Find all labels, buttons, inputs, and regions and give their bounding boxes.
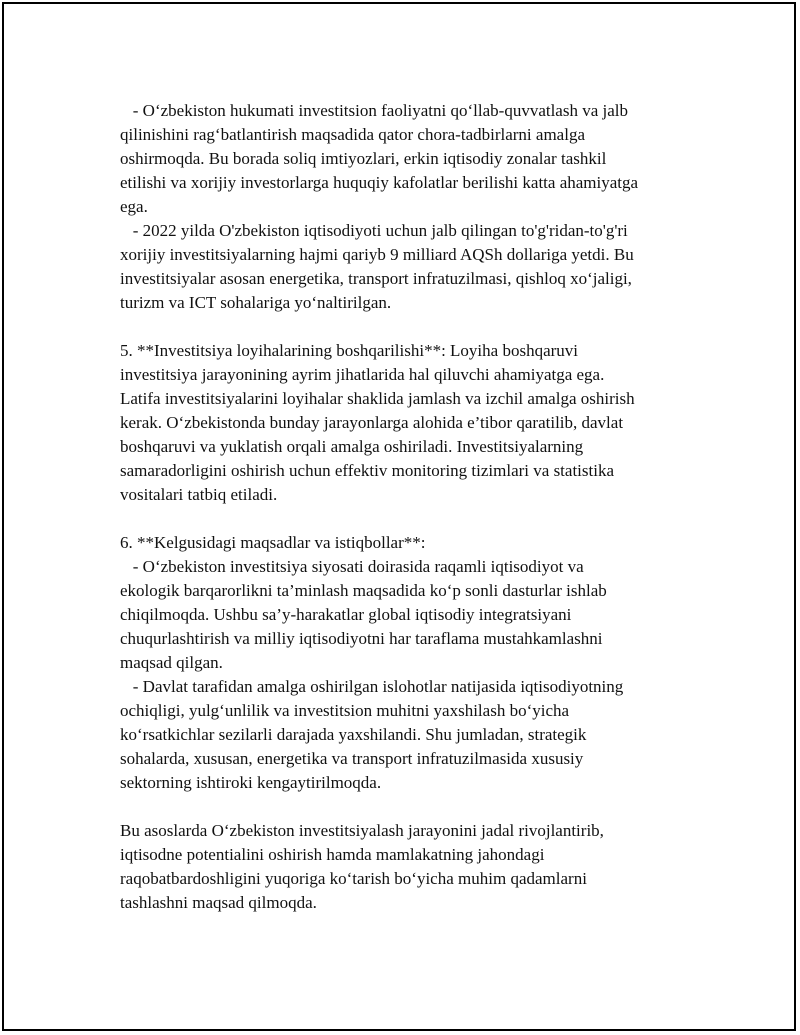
text-line: 5. **Investitsiya loyihalarining boshqarilishi**: Loyiha boshqaruvi: [120, 341, 578, 360]
text-line: qilinishini rag‘batlantirish maqsadida qator chora-tadbirlarni amalga: [120, 125, 585, 144]
text-line: vositalari tatbiq etiladi.: [120, 485, 278, 504]
section-conclusion: [120, 819, 700, 915]
text-line: investitsiyalar asosan energetika, transport infratuzilmasi, qishloq xo‘jaligi,: [120, 269, 632, 288]
text-line: boshqaruvi va yuklatish orqali amalga oshiriladi. Investitsiyalarning: [120, 437, 584, 456]
text-line: chiqilmoqda. Ushbu sa’y-harakatlar global iqtisodiy integratsiyani: [120, 605, 572, 624]
text-line: - O‘zbekiston hukumati investitsion faoliyatni qo‘llab-quvvatlash va jalb: [120, 101, 629, 120]
text-line: sektorning ishtiroki kengaytirilmoqda.: [120, 773, 382, 792]
text-line: - 2022 yilda O'zbekiston iqtisodiyoti uchun jalb qilingan to'g'ridan-to'g'ri: [120, 221, 628, 240]
text-line: 6. **Kelgusidagi maqsadlar va istiqbollar**:: [120, 533, 426, 552]
text-line: ega.: [120, 197, 148, 216]
text-line: ekologik barqarorlikni ta’minlash maqsadida ko‘p sonli dasturlar ishlab: [120, 581, 607, 600]
text-line: chuqurlashtirish va milliy iqtisodiyotni har taraflama mustahkamlashni: [120, 629, 603, 648]
paragraph-spacer: [120, 507, 700, 531]
text-line: oshirmoqda. Bu borada soliq imtiyozlari, erkin iqtisodiy zonalar tashkil: [120, 149, 607, 168]
paragraph-spacer: [120, 795, 700, 819]
text-line: sohalarda, xususan, energetika va transport infratuzilmasida xususiy: [120, 749, 584, 768]
section-investment-support: [120, 99, 700, 315]
text-line: investitsiya jarayonining ayrim jihatlarida hal qiluvchi ahamiyatga ega.: [120, 365, 605, 384]
text-line: - Davlat tarafidan amalga oshirilgan islohotlar natijasida iqtisodiyotning: [120, 677, 624, 696]
text-line: Bu asoslarda O‘zbekiston investitsiyalash jarayonini jadal rivojlantirib,: [120, 821, 604, 840]
text-line: raqobatbardoshligini yuqoriga ko‘tarish bo‘yicha muhim qadamlarni: [120, 869, 587, 888]
text-line: samaradorligini oshirish uchun effektiv monitoring tizimlari va statistika: [120, 461, 615, 480]
text-line: etilishi va xorijiy investorlarga huquqiy kafolatlar berilishi katta ahamiyatga: [120, 173, 639, 192]
text-line: tashlashni maqsad qilmoqda.: [120, 893, 317, 912]
section-future-goals: [120, 531, 700, 795]
text-line: turizm va ICT sohalariga yo‘naltirilgan.: [120, 293, 392, 312]
paragraph-spacer: [120, 315, 700, 339]
page-frame: [2, 2, 796, 1031]
text-line: iqtisodne potentialini oshirish hamda mamlakatning jahondagi: [120, 845, 545, 864]
text-line: maqsad qilgan.: [120, 653, 223, 672]
text-line: Latifa investitsiyalarini loyihalar shaklida jamlash va izchil amalga oshirish: [120, 389, 635, 408]
text-line: xorijiy investitsiyalarning hajmi qariyb 9 milliard AQSh dollariga yetdi. Bu: [120, 245, 634, 264]
text-line: - O‘zbekiston investitsiya siyosati doirasida raqamli iqtisodiyot va: [120, 557, 584, 576]
text-line: kerak. O‘zbekistonda bunday jarayonlarga alohida e’tibor qaratilib, davlat: [120, 413, 624, 432]
document-body: [120, 99, 700, 915]
text-line: ochiqligi, yulg‘unlilik va investitsion muhitni yaxshilash bo‘yicha: [120, 701, 570, 720]
text-line: ko‘rsatkichlar sezilarli darajada yaxshilandi. Shu jumladan, strategik: [120, 725, 587, 744]
section-project-management: [120, 339, 700, 507]
